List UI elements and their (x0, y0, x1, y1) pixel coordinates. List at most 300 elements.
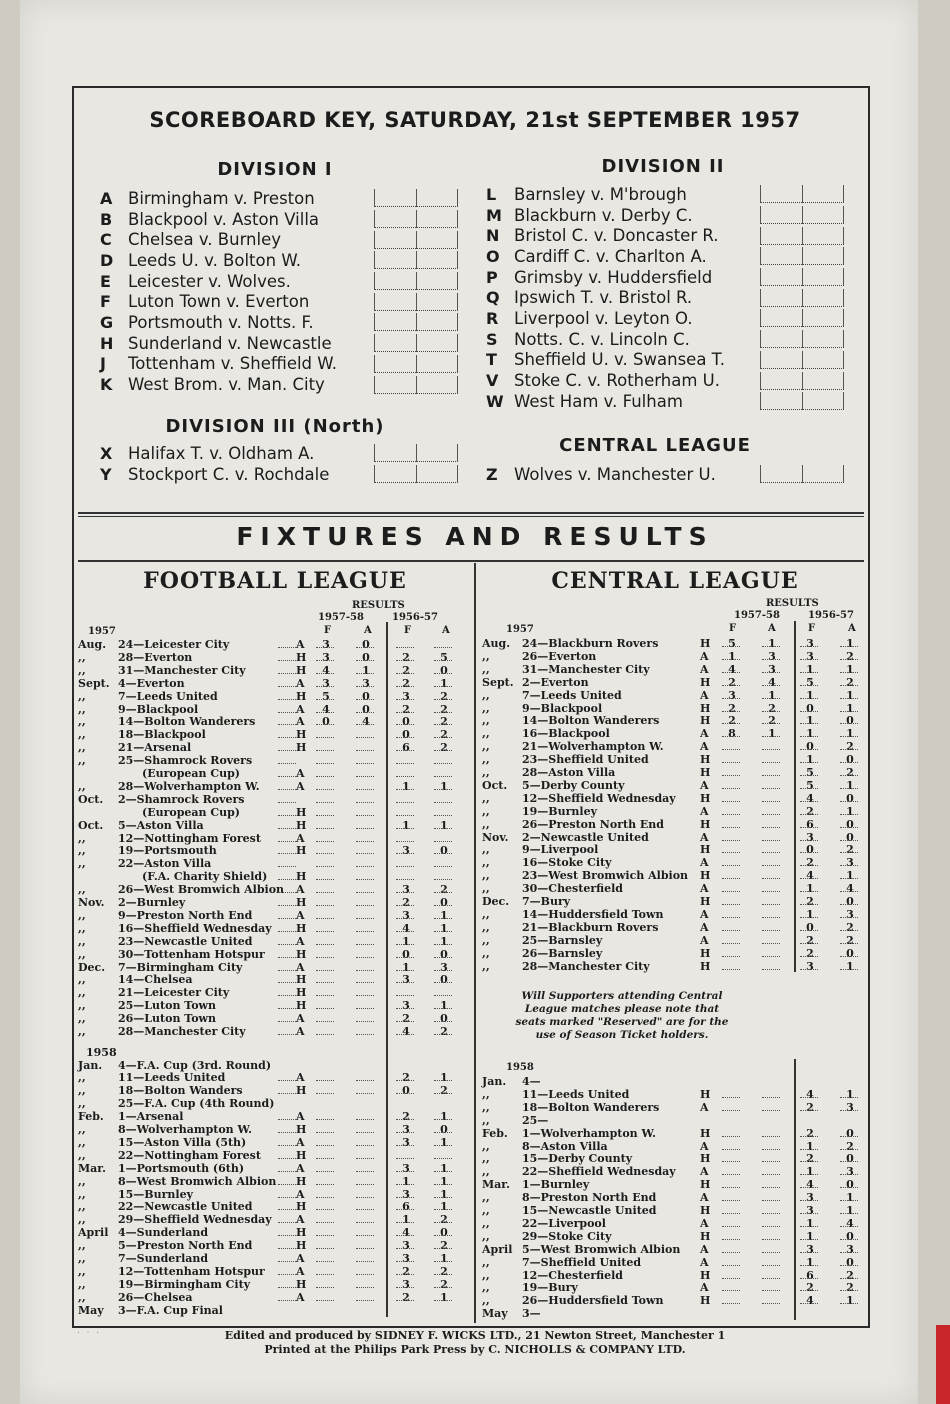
fixture-opponent: 1—Burnley (522, 1178, 590, 1192)
result-value: 1 (728, 649, 736, 663)
footer-printer: Printed at the Philips Park Press by C. NICHOLLS & COMPANY LTD. (264, 1343, 686, 1356)
leader-dots (278, 931, 296, 932)
venue: H (700, 959, 711, 973)
result-value: 1 (440, 934, 448, 948)
result-value: 1 (440, 1071, 448, 1085)
result-value: 3 (768, 662, 776, 676)
result-dots (762, 1097, 780, 1098)
result-value: 1 (440, 779, 448, 793)
result-dots (356, 1248, 374, 1249)
key-row (486, 370, 844, 391)
leader-dots (278, 970, 296, 971)
fixture-row (482, 650, 867, 663)
fixture-opponent: 22—Aston Villa (118, 857, 212, 871)
result-value: 1 (806, 714, 814, 728)
key-letter: J (100, 354, 106, 374)
fl-season-a: 1957-58 (318, 612, 364, 623)
result-dots (316, 892, 334, 893)
result-dots (316, 1008, 334, 1009)
key-match: Sunderland v. Newcastle (128, 333, 332, 353)
result-dots (800, 749, 818, 750)
fixture-opponent: 25—Luton Town (118, 999, 217, 1013)
fixture-opponent: 11—Leeds United (118, 1071, 226, 1085)
result-value: 3 (846, 1165, 854, 1179)
fixture-opponent: 28—Manchester City (522, 959, 650, 973)
fixture-month: ,, (78, 689, 86, 703)
leader-dots (278, 763, 296, 764)
fixture-month: ,, (78, 1200, 86, 1214)
fixture-opponent: 21—Leicester City (118, 986, 230, 1000)
result-value: 4 (846, 1216, 854, 1230)
fixture-month: ,, (482, 714, 490, 728)
result-dots (316, 918, 334, 919)
result-value: 1 (440, 921, 448, 935)
result-dots (840, 827, 858, 828)
result-dots (722, 1303, 740, 1304)
fixture-month: ,, (482, 649, 490, 663)
result-dots (800, 1278, 818, 1279)
venue: H (700, 817, 711, 831)
result-value: 3 (402, 908, 410, 922)
fixture-row (482, 869, 867, 882)
score-box (416, 334, 458, 352)
result-dots (316, 957, 334, 958)
result-value: 1 (846, 869, 854, 883)
fixture-month: ,, (78, 1264, 86, 1278)
result-dots (396, 970, 414, 971)
fixture-opponent: 1—Arsenal (118, 1110, 184, 1124)
result-value: 2 (440, 689, 448, 703)
result-dots (722, 801, 740, 802)
result-dots (434, 1119, 452, 1120)
result-dots (434, 737, 452, 738)
fixture-opponent: 2—Shamrock Rovers (118, 792, 245, 806)
scoreboard-title: SCOREBOARD KEY, SATURDAY, 21st SEPTEMBER 1957 (149, 108, 801, 132)
fixture-month: ,, (78, 728, 86, 742)
result-dots (840, 1278, 858, 1279)
result-value: 1 (806, 907, 814, 921)
venue: A (296, 1290, 305, 1304)
result-dots (722, 852, 740, 853)
fixture-row (78, 1162, 468, 1175)
result-value: 2 (402, 1264, 410, 1278)
result-dots (800, 672, 818, 673)
fixture-row (482, 805, 867, 818)
result-dots (840, 1290, 858, 1291)
result-dots (356, 737, 374, 738)
result-dots (316, 1119, 334, 1120)
result-dots (800, 1226, 818, 1227)
fixture-row (78, 1291, 468, 1304)
result-dots (840, 685, 858, 686)
fixture-opponent: 25—F.A. Cup (4th Round) (118, 1097, 275, 1111)
venue: A (296, 831, 305, 845)
fixture-month: ,, (78, 1084, 86, 1098)
result-dots (316, 776, 334, 777)
result-dots (800, 865, 818, 866)
result-dots (396, 763, 414, 764)
venue: A (700, 933, 709, 947)
fixture-opponent: 15—Newcastle United (522, 1204, 657, 1217)
result-value: 3 (768, 649, 776, 663)
fixture-month: ,, (482, 1113, 490, 1127)
venue: H (296, 818, 307, 832)
result-dots (762, 969, 780, 970)
result-dots (316, 1080, 334, 1081)
result-dots (396, 699, 414, 700)
fixture-month: ,, (78, 1290, 86, 1304)
result-dots (722, 1226, 740, 1227)
result-value: 2 (806, 1281, 814, 1295)
result-dots (434, 699, 452, 700)
result-dots (316, 879, 334, 880)
score-box (802, 309, 844, 327)
result-dots (762, 788, 780, 789)
result-dots (722, 1200, 740, 1201)
result-dots (356, 1145, 374, 1146)
cl-results-label: RESULTS (766, 598, 819, 609)
result-dots (722, 814, 740, 815)
result-value: 4 (402, 921, 410, 935)
result-dots (356, 1119, 374, 1120)
result-dots (762, 1252, 780, 1253)
fixture-row (78, 857, 468, 870)
fixture-opponent: 5—Preston North End (118, 1239, 253, 1253)
fixture-month: ,, (78, 1135, 86, 1149)
result-value: 1 (402, 960, 410, 974)
result-dots (356, 866, 374, 867)
fixture-month: ,, (78, 1097, 86, 1111)
fixture-month: Oct. (78, 818, 104, 832)
leader-dots (278, 1093, 296, 1094)
venue: A (700, 1216, 709, 1230)
score-box (760, 392, 802, 410)
fixture-row (78, 961, 468, 974)
result-dots (316, 712, 334, 713)
result-dots (434, 905, 452, 906)
result-dots (800, 1239, 818, 1240)
fixture-row (78, 896, 468, 909)
score-box (802, 392, 844, 410)
fixture-row (78, 819, 468, 832)
fixture-month: ,, (78, 702, 86, 716)
result-dots (762, 736, 780, 737)
fixture-row (482, 689, 867, 702)
venue: A (296, 715, 305, 729)
key-match: Grimsby v. Huddersfield (514, 267, 713, 287)
result-dots (396, 1034, 414, 1035)
score-box (374, 313, 416, 331)
venue: A (700, 727, 709, 741)
fixture-month: ,, (78, 1252, 86, 1266)
fixture-row (482, 843, 867, 856)
result-dots (396, 1209, 414, 1210)
result-dots (840, 1110, 858, 1111)
fixture-row (78, 1175, 468, 1188)
result-dots (396, 686, 414, 687)
result-dots (840, 1187, 858, 1188)
key-match: Barnsley v. M'brough (514, 184, 687, 204)
leader-dots (278, 841, 296, 842)
fixture-month: ,, (78, 650, 86, 664)
leader-dots (278, 1287, 296, 1288)
result-value: 0 (440, 663, 448, 677)
venue: H (296, 896, 307, 909)
fixture-month: ,, (482, 740, 490, 754)
fixture-row (482, 1114, 867, 1127)
result-dots (840, 1200, 858, 1201)
score-box (760, 247, 802, 265)
result-dots (434, 1171, 452, 1172)
result-dots (316, 1287, 334, 1288)
venue: A (700, 1100, 709, 1114)
venue: H (296, 741, 307, 755)
result-dots (396, 1093, 414, 1094)
score-box (374, 251, 416, 269)
result-dots (800, 840, 818, 841)
fixture-row (78, 1304, 468, 1317)
year-label: 1958 (86, 1045, 117, 1059)
result-value: 1 (806, 1255, 814, 1269)
result-value: 0 (440, 896, 448, 909)
result-dots (840, 723, 858, 724)
venue: H (700, 714, 711, 728)
result-value: 4 (806, 791, 814, 805)
fixture-opponent: 18—Bolton Wanders (118, 1084, 243, 1098)
venue: H (700, 946, 711, 960)
result-value: 1 (402, 934, 410, 948)
cl-year-1957: 1957 (506, 624, 534, 635)
fixture-month: ,, (78, 999, 86, 1013)
result-value: 4 (402, 1025, 410, 1038)
result-dots (762, 1187, 780, 1188)
fixture-opponent: (European Cup) (142, 767, 241, 780)
result-value: 1 (768, 727, 776, 741)
key-letter: L (486, 184, 497, 204)
result-value: 4 (806, 1087, 814, 1101)
result-value: 1 (402, 779, 410, 793)
score-box (374, 293, 416, 311)
result-dots (722, 865, 740, 866)
venue: H (296, 1239, 307, 1253)
venue: A (296, 1135, 305, 1149)
key-row (100, 271, 458, 292)
result-dots (722, 904, 740, 905)
key-row (100, 250, 458, 271)
venue: H (296, 1174, 307, 1188)
leader-dots (278, 1080, 296, 1081)
fixture-opponent: 4—Sunderland (118, 1226, 209, 1240)
fl-results-label: RESULTS (352, 600, 405, 611)
fixture-month: ,, (78, 779, 86, 793)
result-value: 1 (440, 1290, 448, 1304)
fixture-row (78, 664, 468, 677)
score-box (416, 210, 458, 228)
fixture-opponent: 7—Sheffield United (522, 1255, 642, 1269)
fixture-month: Sept. (482, 675, 514, 689)
fixture-row (482, 831, 867, 844)
result-value: 3 (322, 638, 330, 651)
result-value: 2 (806, 804, 814, 818)
fixture-opponent: 19—Burnley (522, 804, 597, 818)
result-dots (800, 956, 818, 957)
result-dots (356, 724, 374, 725)
result-value: 1 (846, 1191, 854, 1205)
result-dots (722, 1161, 740, 1162)
result-dots (356, 1034, 374, 1035)
result-value: 2 (806, 856, 814, 870)
venue: H (296, 986, 307, 1000)
leader-dots (278, 995, 296, 996)
fixture-month: ,, (482, 907, 490, 921)
result-dots (396, 724, 414, 725)
result-dots (316, 1209, 334, 1210)
fixture-opponent: 26—Preston North End (522, 817, 664, 831)
result-value: 0 (846, 1229, 854, 1243)
result-dots (434, 1222, 452, 1223)
result-value: 1 (806, 1165, 814, 1179)
result-dots (762, 1213, 780, 1214)
division1-heading: DIVISION I (217, 159, 333, 180)
venue: H (296, 805, 307, 819)
result-dots (316, 1248, 334, 1249)
result-dots (434, 1021, 452, 1022)
result-dots (762, 1136, 780, 1137)
score-box (416, 376, 458, 394)
result-dots (840, 801, 858, 802)
result-dots (316, 699, 334, 700)
result-dots (356, 776, 374, 777)
fixture-month: Jan. (482, 1075, 507, 1088)
leader-dots (278, 802, 296, 803)
result-value: 2 (440, 1264, 448, 1278)
key-letter: S (486, 329, 498, 349)
venue: A (700, 649, 709, 663)
key-match: Luton Town v. Everton (128, 292, 310, 312)
venue: H (296, 728, 307, 742)
key-match: Bristol C. v. Doncaster R. (514, 226, 719, 246)
result-dots (396, 1184, 414, 1185)
fixture-row (482, 947, 867, 960)
result-dots (356, 970, 374, 971)
score-box (416, 465, 458, 483)
venue: H (296, 1200, 307, 1214)
result-value: 0 (846, 714, 854, 728)
result-dots (396, 1261, 414, 1262)
fixture-row (482, 714, 867, 727)
result-value: 1 (440, 1252, 448, 1266)
result-dots (722, 1265, 740, 1266)
fixture-month: ,, (78, 663, 86, 677)
leader-dots (278, 866, 296, 867)
key-match: Stockport C. v. Rochdale (128, 464, 330, 484)
result-value: 2 (402, 1012, 410, 1026)
leader-dots (278, 1197, 296, 1198)
fixture-row (482, 1269, 867, 1282)
venue: H (296, 921, 307, 935)
result-value: 3 (402, 844, 410, 858)
result-dots (356, 673, 374, 674)
result-dots (800, 852, 818, 853)
result-value: 1 (402, 818, 410, 832)
result-dots (356, 660, 374, 661)
fixture-month: ,, (482, 933, 490, 947)
result-dots (800, 1200, 818, 1201)
score-box (416, 313, 458, 331)
fl-a-label-b: A (442, 625, 450, 636)
result-value: 3 (402, 1277, 410, 1291)
fixture-row (482, 1178, 867, 1191)
result-dots (840, 878, 858, 879)
fixture-opponent: 5—West Bromwich Albion (522, 1242, 681, 1256)
leader-dots (278, 957, 296, 958)
key-letter: B (100, 209, 113, 229)
season-divider (386, 622, 388, 1317)
key-letter: H (100, 333, 114, 353)
leader-dots (278, 673, 296, 674)
result-value: 2 (846, 920, 854, 934)
result-value: 1 (440, 1135, 448, 1149)
result-value: 4 (806, 869, 814, 883)
result-dots (316, 1222, 334, 1223)
key-row (486, 329, 844, 350)
result-dots (800, 723, 818, 724)
result-value: 2 (846, 649, 854, 663)
result-dots (316, 995, 334, 996)
result-dots (762, 801, 780, 802)
result-dots (840, 1161, 858, 1162)
fixture-opponent: 19—Portsmouth (118, 844, 217, 858)
result-value: 3 (362, 676, 370, 690)
fixture-opponent: 2—Newcastle United (522, 830, 649, 844)
fixture-row (78, 767, 468, 780)
leader-dots (278, 1300, 296, 1301)
result-dots (356, 944, 374, 945)
result-value: 1 (806, 727, 814, 741)
result-value: 6 (402, 741, 410, 755)
result-value: 0 (846, 830, 854, 844)
key-row (100, 291, 458, 312)
venue: A (700, 1139, 709, 1153)
venue: H (296, 947, 307, 961)
key-letter: F (100, 292, 111, 312)
result-value: 3 (402, 883, 410, 897)
result-value: 0 (440, 1226, 448, 1240)
venue: A (700, 688, 709, 702)
score-box (802, 289, 844, 307)
result-value: 3 (402, 999, 410, 1013)
fixture-row (78, 703, 468, 716)
venue: H (700, 869, 711, 883)
result-dots (762, 672, 780, 673)
result-dots (722, 1110, 740, 1111)
result-dots (396, 879, 414, 880)
result-dots (356, 815, 374, 816)
leader-dots (278, 1132, 296, 1133)
result-dots (722, 723, 740, 724)
score-box (374, 444, 416, 462)
result-dots (722, 1252, 740, 1253)
result-dots (722, 1149, 740, 1150)
result-value: 2 (440, 715, 448, 729)
fixture-month: ,, (482, 1165, 490, 1179)
score-box (760, 309, 802, 327)
central-key-heading: CENTRAL LEAGUE (559, 435, 751, 456)
result-dots (356, 1132, 374, 1133)
result-dots (800, 1213, 818, 1214)
result-dots (316, 673, 334, 674)
venue: A (700, 856, 709, 870)
